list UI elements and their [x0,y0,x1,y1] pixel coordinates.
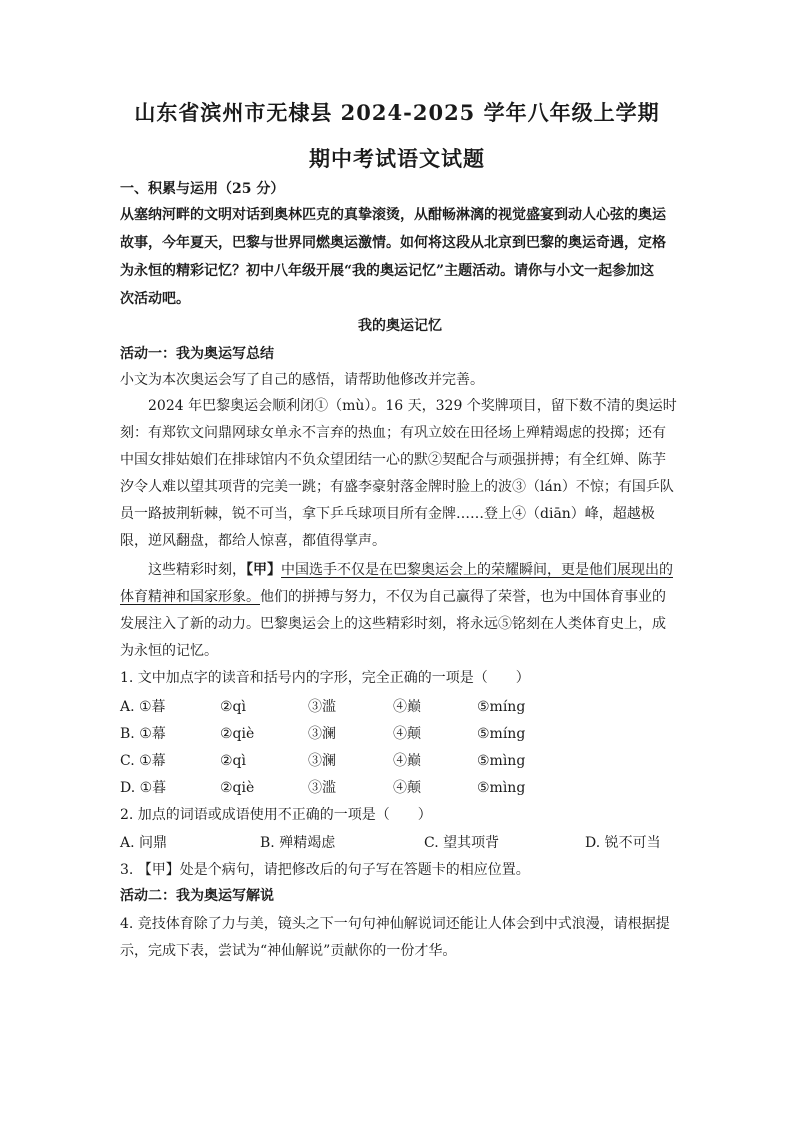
underlined-sentence: 中国选手不仅是在巴黎奥运会上的荣耀瞬间，更是他们展现出的 [281,562,673,578]
option-item: ③滥 [308,780,336,796]
activity1-instruction: 小文为本次奥运会写了自己的感悟，请帮助他修改并完善。 [120,372,484,388]
option-item: ③澜 [308,753,336,769]
question-2-option-b[interactable]: B. 殚精竭虑 [260,835,336,851]
intro-line: 次活动吧。 [120,291,190,307]
question-2-option-c[interactable]: C. 望其项背 [424,835,500,851]
question-1-stem: 1. 文中加点字的读音和括号内的字形，完全正确的一项是（ ） [120,670,530,686]
passage-line: 发展注入了新的动力。巴黎奥运会上的这些精彩时刻，将永远⑤铭刻在人类体育史上，成 [120,616,666,632]
passage-line: 汐令人难以望其项背的完美一跳；有盛李豪射落金牌时脸上的波③（lán）不惊；有国乒队 [120,479,674,495]
passage-line: 为永恒的记忆。 [120,643,218,659]
option-item: ⑤míng [477,699,526,715]
activity2-heading: 活动二：我为奥运写解说 [120,888,274,904]
exam-title-line1: 山东省滨州市无棣县 2024-2025 学年八年级上学期 [134,100,660,125]
passage-line: 中国女排姑娘们在排球馆内不负众望团结一心的默②契配合与顽强拼搏；有全红婵、陈芋 [120,452,666,468]
option-item: ④颠 [393,726,421,742]
question-2-option-a[interactable]: A. 问鼎 [120,835,168,851]
activity1-heading: 活动一：我为奥运写总结 [120,346,274,362]
intro-line: 为永恒的精彩记忆？初中八年级开展“我的奥运记忆”主题活动。请你与小文一起参加这 [120,263,655,279]
question-2-option-d[interactable]: D. 锐不可当 [585,835,661,851]
passage-line-with-error [120,560,708,580]
passage-line: 刻：有郑钦文问鼎网球女单永不言弃的热血；有巩立姣在田径场上殚精竭虑的投掷；还有 [120,425,666,441]
section-heading: 一、积累与运用（25 分） [120,181,285,197]
intro-line: 故事，今年夏天，巴黎与世界同燃奥运激情。如何将这段从北京到巴黎的奥运奇遇，定格 [120,235,666,251]
option-letter: C. ①幕 [120,753,166,769]
exam-title-line2: 期中考试语文试题 [309,146,485,171]
passage-line [120,587,680,607]
underlined-sentence: 体育精神和国家形象。 [120,589,260,605]
option-item: ②qiè [220,726,255,742]
option-item: ⑤mìng [477,753,526,769]
option-item: ③澜 [308,726,336,742]
passage-line: 限，逆风翻盘，都给人惊喜，都值得掌声。 [120,533,386,549]
option-letter: B. ①幕 [120,726,166,742]
option-item: ④巅 [393,753,421,769]
option-letter: D. ①暮 [120,780,167,796]
article-subtitle: 我的奥运记忆 [358,318,442,334]
question-4-stem: 4. 竞技体育除了力与美，镜头之下一句句神仙解说词还能让人体会到中式浪漫，请根据提 [120,916,670,932]
question-2-stem: 2. 加点的词语或成语使用不正确的一项是（ ） [120,807,432,823]
option-item: ②qiè [220,780,255,796]
error-marker-jia: 【甲】 [246,562,281,578]
option-item: ②qì [220,753,246,769]
option-item: ④颠 [393,780,421,796]
question-3-stem: 3. 【甲】处是个病句，请把修改后的句子写在答题卡的相应位置。 [120,862,530,878]
passage-line: 2024 年巴黎奥运会顺利闭①（mù）。16 天，329 个奖牌项目，留下数不清的奥运时 [148,398,677,414]
option-item: ⑤míng [477,726,526,742]
intro-line: 从塞纳河畔的文明对话到奥林匹克的真挚滚烫，从酣畅淋漓的视觉盛宴到动人心弦的奥运 [120,207,666,223]
option-letter: A. ①暮 [120,699,166,715]
option-item: ③滥 [308,699,336,715]
passage-text: 这些精彩时刻， [148,562,246,578]
option-item: ④巅 [393,699,421,715]
question-4-stem: 示，完成下表，尝试为“神仙解说”贡献你的一份才华。 [120,943,457,959]
passage-text: 他们的拼搏与努力，不仅为自己赢得了荣誉，也为中国体育事业的 [260,589,666,605]
option-item: ⑤mìng [477,780,526,796]
passage-line: 员一路披荆斩棘，锐不可当，拿下乒乓球项目所有金牌……登上④（diān）峰，超越极 [120,506,655,522]
option-item: ②qì [220,699,246,715]
